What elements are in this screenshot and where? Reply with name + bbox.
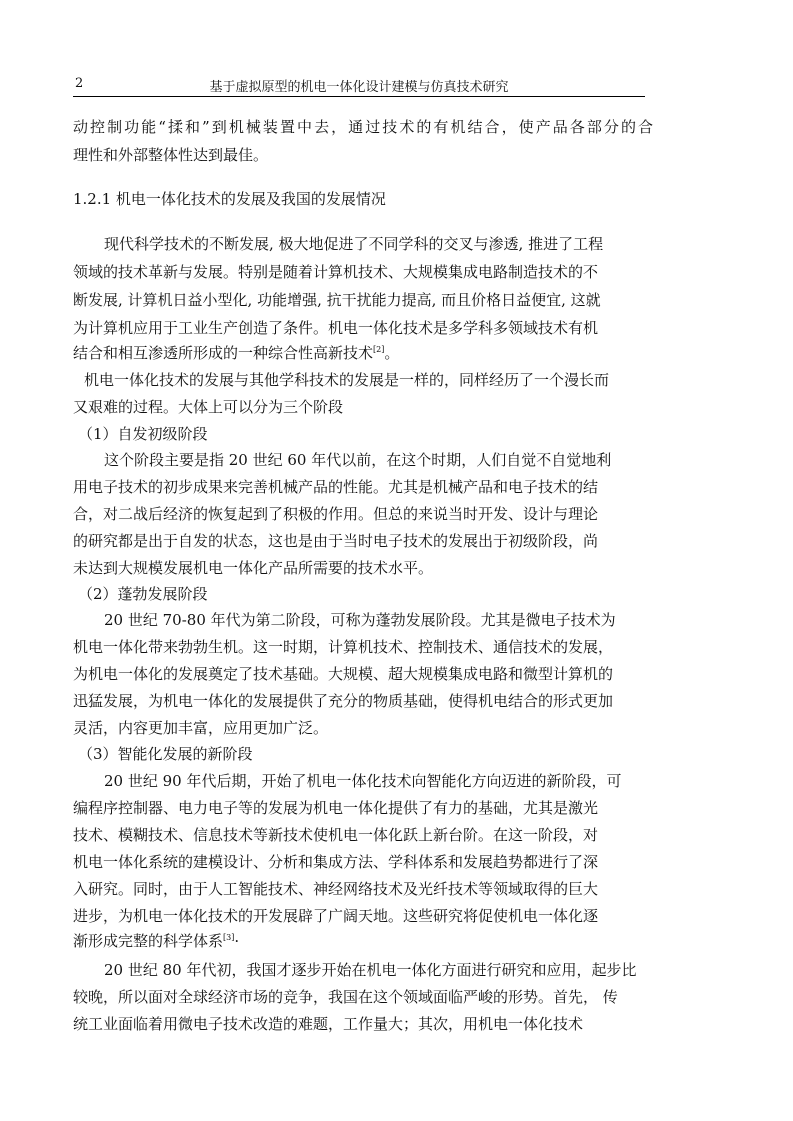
subsection-title: （1）自发初级阶段 bbox=[78, 425, 208, 443]
body-line: 为机电一体化的发展奠定了技术基础。大规模、超大规模集成电路和微型计算机的 bbox=[73, 665, 614, 683]
body-line: 机电一体化系统的建模设计、分析和集成方法、学科体系和发展趋势都进行了深 bbox=[73, 853, 599, 871]
body-line: 理性和外部整体性达到最佳。 bbox=[73, 146, 269, 164]
running-header bbox=[73, 74, 645, 97]
body-line: 为计算机应用于工业生产创造了条件。机电一体化技术是多学科多领域技术有机 bbox=[73, 319, 599, 337]
body-line: 进步，为机电一体化技术的开发展辟了广阔天地。这些研究将促使机电一体化逐 bbox=[73, 907, 599, 925]
body-line: 机电一体化技术的发展与其他学科技术的发展是一样的，同样经历了一个漫长而 bbox=[84, 371, 610, 389]
body-line: 20 世纪 90 年代后期，开始了机电一体化技术向智能化方向迈进的新阶段，可 bbox=[104, 772, 622, 790]
section-heading: 1.2.1 机电一体化技术的发展及我国的发展情况 bbox=[73, 190, 386, 208]
body-line: 未达到大规模发展机电一体化产品所需要的技术水平。 bbox=[73, 559, 434, 577]
citation: [3] bbox=[223, 933, 235, 942]
body-line: 20 世纪 80 年代初，我国才逐步开始在机电一体化方面进行研究和应用，起步比 bbox=[104, 961, 637, 979]
body-line: 用电子技术的初步成果来完善机械产品的性能。尤其是机械产品和电子技术的结 bbox=[73, 478, 599, 496]
body-line: 断发展, 计算机日益小型化, 功能增强, 抗干扰能力提高, 而且价格日益便宜, 这就 bbox=[73, 291, 601, 309]
body-line: 动控制功能“揉和”到机械装置中去，通过技术的有机结合，使产品各部分的合 bbox=[73, 118, 653, 136]
body-line: 渐形成完整的科学体系[3]· bbox=[73, 932, 240, 950]
body-line: 灵活，内容更加丰富，应用更加广泛。 bbox=[73, 719, 329, 737]
body-line: 较晚，所以面对全球经济市场的竞争，我国在这个领域面临严峻的形势。首先， 传 bbox=[73, 988, 618, 1006]
body-line: 这个阶段主要是指 20 世纪 60 年代以前，在这个时期，人们自觉不自觉地利 bbox=[104, 451, 612, 469]
body-line: 合，对二战后经济的恢复起到了积极的作用。但总的来说当时开发、设计与理论 bbox=[73, 505, 599, 523]
body-line: 入研究。同时，由于人工智能技术、神经网络技术及光纤技术等领域取得的巨大 bbox=[73, 880, 599, 898]
body-line: 现代科学技术的不断发展, 极大地促进了不同学科的交叉与渗透, 推进了工程 bbox=[104, 235, 604, 253]
body-line: 的研究都是出于自发的状态，这也是由于当时电子技术的发展出于初级阶段，尚 bbox=[73, 532, 599, 550]
body-line: 又艰难的过程。大体上可以分为三个阶段 bbox=[73, 398, 344, 416]
citation: [2] bbox=[373, 345, 385, 354]
subsection-title: （2）蓬勃发展阶段 bbox=[78, 585, 208, 603]
body-line: 领域的技术革新与发展。特别是随着计算机技术、大规模集成电路制造技术的不 bbox=[73, 263, 599, 281]
body-line: 技术、模糊技术、信息技术等新技术使机电一体化跃上新台阶。在这一阶段，对 bbox=[73, 826, 599, 844]
body-line: 结合和相互渗透所形成的一种综合性高新技术[2]。 bbox=[73, 344, 400, 362]
body-line: 机电一体化带来勃勃生机。这一时期，计算机技术、控制技术、通信技术的发展， bbox=[73, 638, 614, 656]
body-line: 迅猛发展，为机电一体化的发展提供了充分的物质基础，使得机电结合的形式更加 bbox=[73, 692, 614, 710]
running-title: 基于虚拟原型的机电一体化设计建模与仿真技术研究 bbox=[209, 80, 509, 95]
body-line: 编程序控制器、电力电子等的发展为机电一体化提供了有力的基础，尤其是激光 bbox=[73, 799, 599, 817]
body-line: 统工业面临着用微电子技术改造的难题，工作量大；其次，用机电一体化技术 bbox=[73, 1015, 584, 1033]
page-number: 2 bbox=[75, 76, 84, 91]
body-line: 20 世纪 70-80 年代为第二阶段，可称为蓬勃发展阶段。尤其是微电子技术为 bbox=[104, 611, 616, 629]
subsection-title: （3）智能化发展的新阶段 bbox=[78, 745, 253, 763]
